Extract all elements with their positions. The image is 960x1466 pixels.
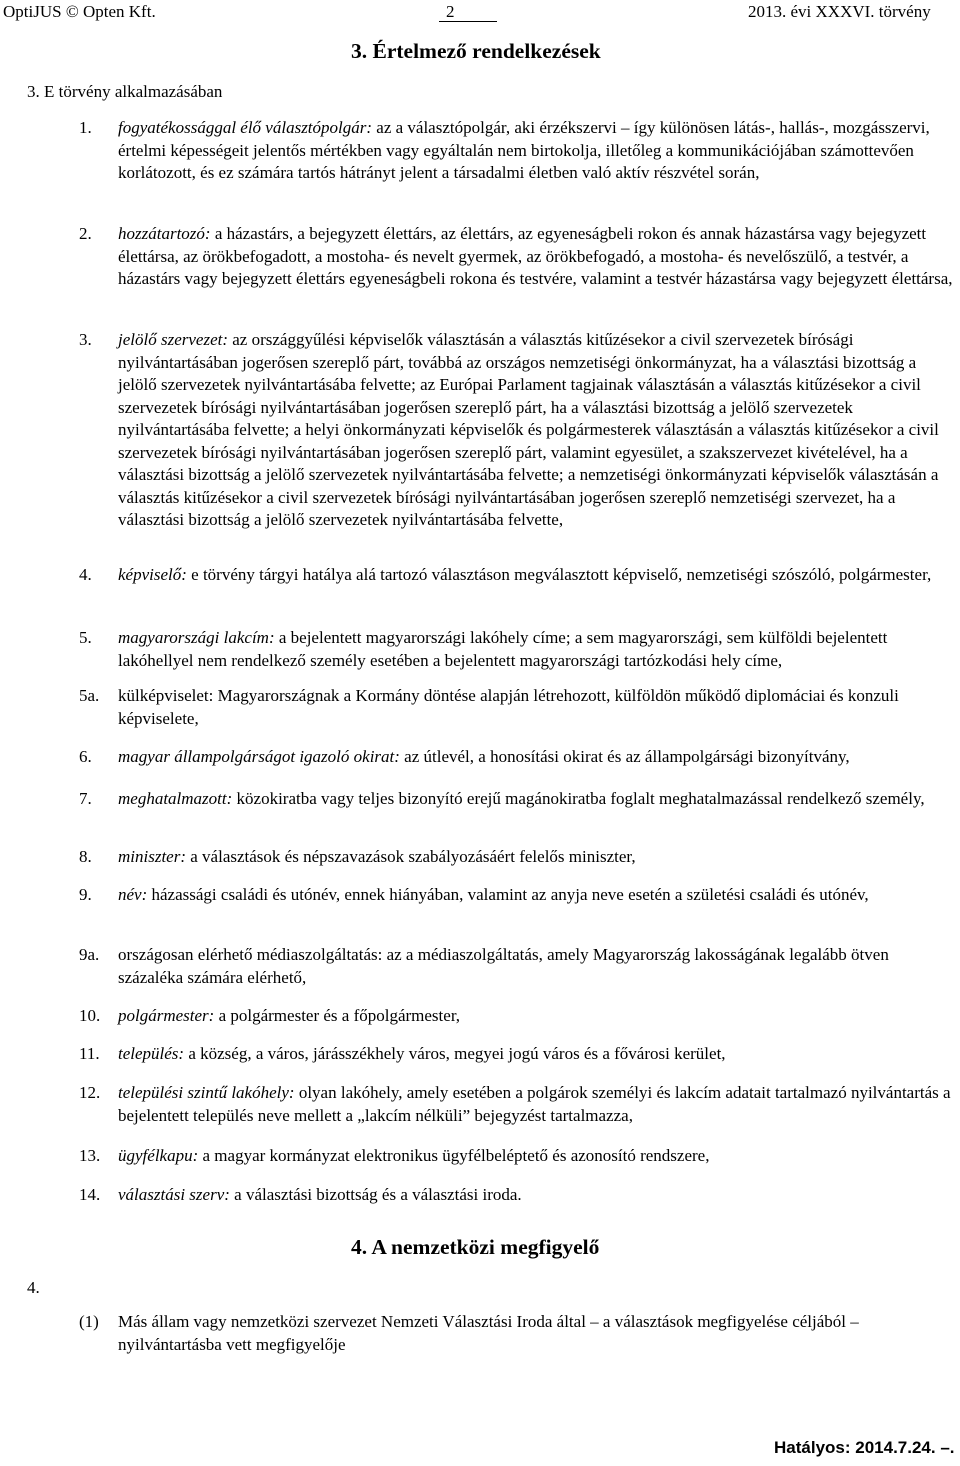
header-publisher: OptiJUS © Opten Kft. (3, 2, 156, 21)
definition-item-body (118, 329, 953, 532)
definition-defined-term: miniszter: (118, 847, 186, 866)
definition-definition-text: e törvény tárgyi hatálya alá tartozó választáson megválasztott képviselő, nemzetiségi szószóló, polgármester, (186, 565, 932, 584)
definition-item-number: 7. (79, 789, 92, 808)
definition-item-body (118, 846, 953, 869)
definition-item-number: 14. (79, 1185, 101, 1204)
definition-item (79, 1145, 953, 1168)
header-page-rule (439, 21, 497, 22)
definition-definition-text: házassági családi és utónév, ennek hiányában, valamint az anyja neve esetén a születési családi és utónév, (147, 885, 869, 904)
paragraph-item-body (118, 1311, 953, 1356)
definition-item (79, 627, 953, 672)
definition-defined-term: magyarországi lakcím: (118, 628, 275, 647)
definition-definition-text: az útlevél, a honosítási okirat és az állampolgársági bizonyítvány, (399, 747, 850, 766)
definition-item (79, 846, 953, 869)
paragraph-definition-text: Más állam vagy nemzetközi szervezet Nemzeti Választási Iroda által – a választások megfigyelése céljából – nyilvántartásba vett megfigyelője (118, 1312, 859, 1354)
definition-definition-text: a polgármester és a főpolgármester, (214, 1006, 461, 1025)
definition-defined-term: képviselő: (118, 565, 187, 584)
definition-definition-text: külképviselet: Magyarországnak a Kormány döntése alapján létrehozott, külföldön működő diplomáciai és konzuli képviselete, (118, 686, 899, 728)
definition-definition-text: az országgyűlési képviselők választásán a választás kitűzésekor a civil szervezetek bírósági nyilvántartásában jogerősen szereplő párt, továbbá az országos nemzetiségi önkormányzat, ha a választási bizottság a jelölő szervezetek nyilvántartásába felvette; az Európai Parlament tagjainak választásán a választás kitűzésekor a civil szervezetek bírósági nyilvántartásában jogerősen szereplő párt, ha a választási bizottság a jelölő szervezetek nyilvántartásába felvette; a helyi önkormányzati képviselők és polgármesterek választásán a választás kitűzésekor a civil szervezetek bírósági nyilvántartásában jogerősen szereplő párt, valamint egyesület, a szakszervezet kivételével, ha a választási bizottság a jelölő szervezetek nyilvántartásába felvette; a nemzetiségi önkormányzati képviselők választásán a választás kitűzésekor a civil szervezetek bírósági nyilvántartásában jogerősen szereplő nemzetiségi szervezet, ha a választási bizottság a jelölő szervezetek nyilvántartásába felvette, (118, 330, 939, 529)
definition-definition-text: a község, a város, járásszékhely város, megyei jogú város és a fővárosi kerület, (184, 1044, 726, 1063)
definition-item-body (118, 685, 953, 730)
definition-definition-text: az a választópolgár, aki érzékszervi – így különösen látás-, hallás-, mozgásszervi, értelmi képességeit jelentős mértékben vagy egyáltalán nem birtokolja, illetőleg a kommunikációjában számottevően korlátozott, és ez számára tartós hátrányt jelent a társadalmi életben való aktív részvétel során, (118, 118, 930, 182)
definition-item (79, 329, 953, 532)
sidebar-section-3-marker: 3. E törvény alkalmazásában (27, 82, 223, 101)
definition-item (79, 944, 953, 989)
definition-definition-text: a házastárs, a bejegyzett élettárs, az élettárs, az egyeneságbeli rokon és annak házastársa vagy bejegyzett élettársa, az örökbefogadott, a mostoha- és nevelt gyermek, az örökbefogadó, a mostoha- és nevelőszülő, a testvér, a házastárs vagy bejegyzett élettárs egyeneságbeli rokona és testvére, valamint a testvér házastársa vagy bejegyzett élettársa, (118, 224, 953, 288)
definition-item (79, 788, 953, 811)
definition-item-number: 6. (79, 747, 92, 766)
sidebar-section-4-marker: 4. (27, 1278, 40, 1297)
definition-item (79, 223, 953, 291)
definition-definition-text: olyan lakóhely, amely esetében a polgárok személyi és lakcím adatait tartalmazó nyilvántartás a bejelentett település neve mellett a „lakcím nélküli” bejegyzést tartalmazza, (118, 1083, 951, 1125)
effective-date: Hatályos: 2014.7.24. –. (774, 1438, 955, 1457)
definition-defined-term: települési szintű lakóhely: (118, 1083, 295, 1102)
paragraph-item-number: (1) (79, 1312, 99, 1331)
definition-item-body (118, 1082, 953, 1127)
definition-item-number: 5a. (79, 686, 100, 705)
definition-item-number: 10. (79, 1006, 101, 1025)
definition-item (79, 117, 953, 185)
definition-item (79, 1005, 953, 1028)
definition-item-number: 12. (79, 1083, 101, 1102)
header-law-title: 2013. évi XXXVI. törvény (748, 2, 931, 21)
definition-item (79, 1082, 953, 1127)
definition-item-number: 1. (79, 118, 92, 137)
definition-defined-term: meghatalmazott: (118, 789, 233, 808)
definition-item (79, 746, 953, 769)
definition-item (79, 564, 953, 587)
definition-defined-term: ügyfélkapu: (118, 1146, 199, 1165)
definition-item-body (118, 117, 953, 185)
definition-item-number: 13. (79, 1146, 101, 1165)
definition-definition-text: a választási bizottság és a választási iroda. (229, 1185, 522, 1204)
definition-item-body (118, 884, 953, 907)
definition-item-number: 2. (79, 224, 92, 243)
definition-item (79, 1184, 953, 1207)
definition-defined-term: magyar állampolgárságot igazoló okirat: (118, 747, 400, 766)
definition-definition-text: országosan elérhető médiaszolgáltatás: az a médiaszolgáltatás, amely Magyarország lakosságának legalább ötven százaléka számára elérhető, (118, 945, 889, 987)
definition-defined-term: polgármester: (118, 1006, 215, 1025)
definition-defined-term: hozzátartozó: (118, 224, 211, 243)
definition-item-body (118, 564, 953, 587)
definition-defined-term: jelölő szervezet: (118, 330, 228, 349)
definition-definition-text: a bejelentett magyarországi lakóhely címe; a sem magyarországi, sem külföldi bejelentett lakóhellyel nem rendelkező személy esetében a bejelentett magyarországi tartózkodási hely címe, (118, 628, 888, 670)
definition-item-body (118, 944, 953, 989)
definition-item-body (118, 1005, 953, 1028)
definition-item-body (118, 627, 953, 672)
definition-item-number: 8. (79, 847, 92, 866)
definition-item-number: 11. (79, 1044, 100, 1063)
definition-defined-term: település: (118, 1044, 185, 1063)
section-3-title: 3. Értelmező rendelkezések (351, 39, 601, 63)
definition-defined-term: név: (118, 885, 148, 904)
definition-item-number: 3. (79, 330, 92, 349)
definition-item (79, 1043, 953, 1066)
definition-definition-text: közokiratba vagy teljes bizonyító erejű magánokiratba foglalt meghatalmazással rendelkező személy, (232, 789, 925, 808)
definition-defined-term: fogyatékossággal élő választópolgár: (118, 118, 373, 137)
section-4-title: 4. A nemzetközi megfigyelő (351, 1235, 600, 1259)
header-page-number: 2 (446, 2, 455, 21)
definition-item-body (118, 788, 953, 811)
definition-item-body (118, 223, 953, 291)
definition-item-number: 9. (79, 885, 92, 904)
definition-item-number: 4. (79, 565, 92, 584)
definition-item-body (118, 1145, 953, 1168)
definition-item-number: 9a. (79, 945, 100, 964)
definition-item-number: 5. (79, 628, 92, 647)
definition-defined-term: választási szerv: (118, 1185, 230, 1204)
paragraph-item (79, 1311, 953, 1356)
definition-definition-text: a választások és népszavazások szabályozásáért felelős miniszter, (186, 847, 636, 866)
definition-item (79, 884, 953, 907)
definition-definition-text: a magyar kormányzat elektronikus ügyfélbeléptető és azonosító rendszere, (198, 1146, 710, 1165)
definition-item (79, 685, 953, 730)
definition-item-body (118, 1043, 953, 1066)
definition-item-body (118, 1184, 953, 1207)
definition-item-body (118, 746, 953, 769)
